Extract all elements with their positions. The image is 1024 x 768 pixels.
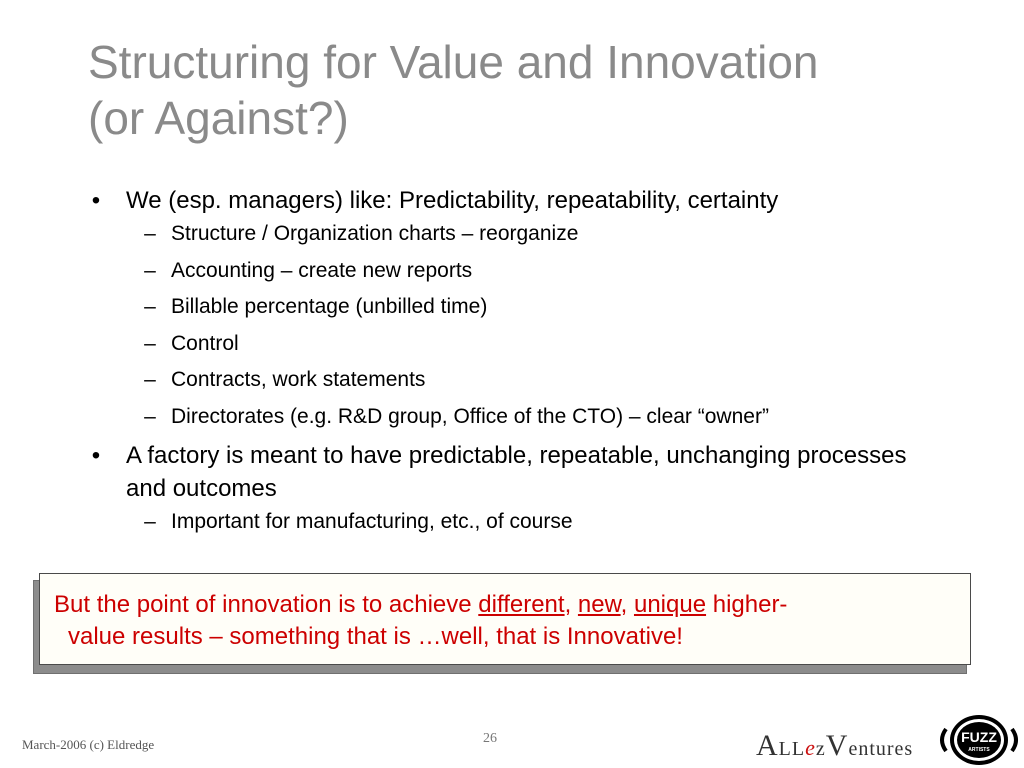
fuzz-artists-logo <box>934 711 1024 768</box>
sub-bullet-text: Accounting – create new reports <box>171 258 473 282</box>
dash-marker: – <box>144 331 156 355</box>
bullet-item <box>88 439 948 535</box>
bullet-text: We (esp. managers) like: Predictability, repeatability, certainty <box>126 187 779 214</box>
callout-text-part1: But the point of innovation is to achieve <box>54 591 479 618</box>
callout-separator: , <box>620 591 634 618</box>
dash-marker: – <box>144 368 156 391</box>
sub-bullet-text: Structure / Organization charts – reorganize <box>171 222 579 245</box>
slide-title-line1: Structuring for Value and Innovation <box>88 36 819 88</box>
dash-marker: – <box>144 295 156 318</box>
callout-text-line2: value results – something that is …well, that is Innovative! <box>68 623 683 650</box>
callout-word-unique: unique <box>633 591 707 618</box>
bullet-list <box>88 184 948 545</box>
svg-text:ARTISTS: ARTISTS <box>968 747 990 753</box>
sub-bullet-item <box>126 508 948 535</box>
sub-bullet-item <box>126 366 948 393</box>
sub-bullet-text: Control <box>171 331 239 355</box>
sub-bullet-item <box>126 257 948 284</box>
svg-text:FUZZ: FUZZ <box>961 729 997 745</box>
callout-box <box>39 573 971 665</box>
callout-text-part2: higher- <box>706 591 788 618</box>
sub-bullet-text: Important for manufacturing, etc., of course <box>171 510 573 533</box>
bullet-item <box>88 184 948 430</box>
footer-date-author: March-2006 (c) Eldredge <box>22 737 155 752</box>
bullet-marker: • <box>91 187 101 214</box>
dash-marker: – <box>144 404 156 428</box>
sub-bullet-text: Directorates (e.g. R&D group, Office of the CTO) – clear “owner” <box>171 404 769 428</box>
bullet-text: A factory is meant to have predictable, repeatable, unchanging processes and outcomes <box>126 442 907 502</box>
sub-bullet-list <box>126 220 948 430</box>
page-number: 26 <box>483 731 497 746</box>
callout-word-different: different <box>478 591 565 618</box>
callout-separator: , <box>564 591 578 618</box>
sub-bullet-item <box>126 293 948 320</box>
sub-bullet-list <box>126 508 948 535</box>
sub-bullet-text: Contracts, work statements <box>171 368 426 391</box>
dash-marker: – <box>144 222 156 245</box>
sub-bullet-text: Billable percentage (unbilled time) <box>171 295 488 318</box>
sub-bullet-item <box>126 403 948 430</box>
sub-bullet-item <box>126 330 948 357</box>
callout-word-new: new <box>577 591 621 618</box>
dash-marker: – <box>144 510 156 533</box>
dash-marker: – <box>144 258 156 282</box>
slide-title-line2: (or Against?) <box>88 92 349 144</box>
allez-ventures-logo: ALLezVentures <box>756 729 914 762</box>
sub-bullet-item <box>126 220 948 247</box>
slide-title <box>88 34 968 146</box>
bullet-marker: • <box>91 442 101 469</box>
